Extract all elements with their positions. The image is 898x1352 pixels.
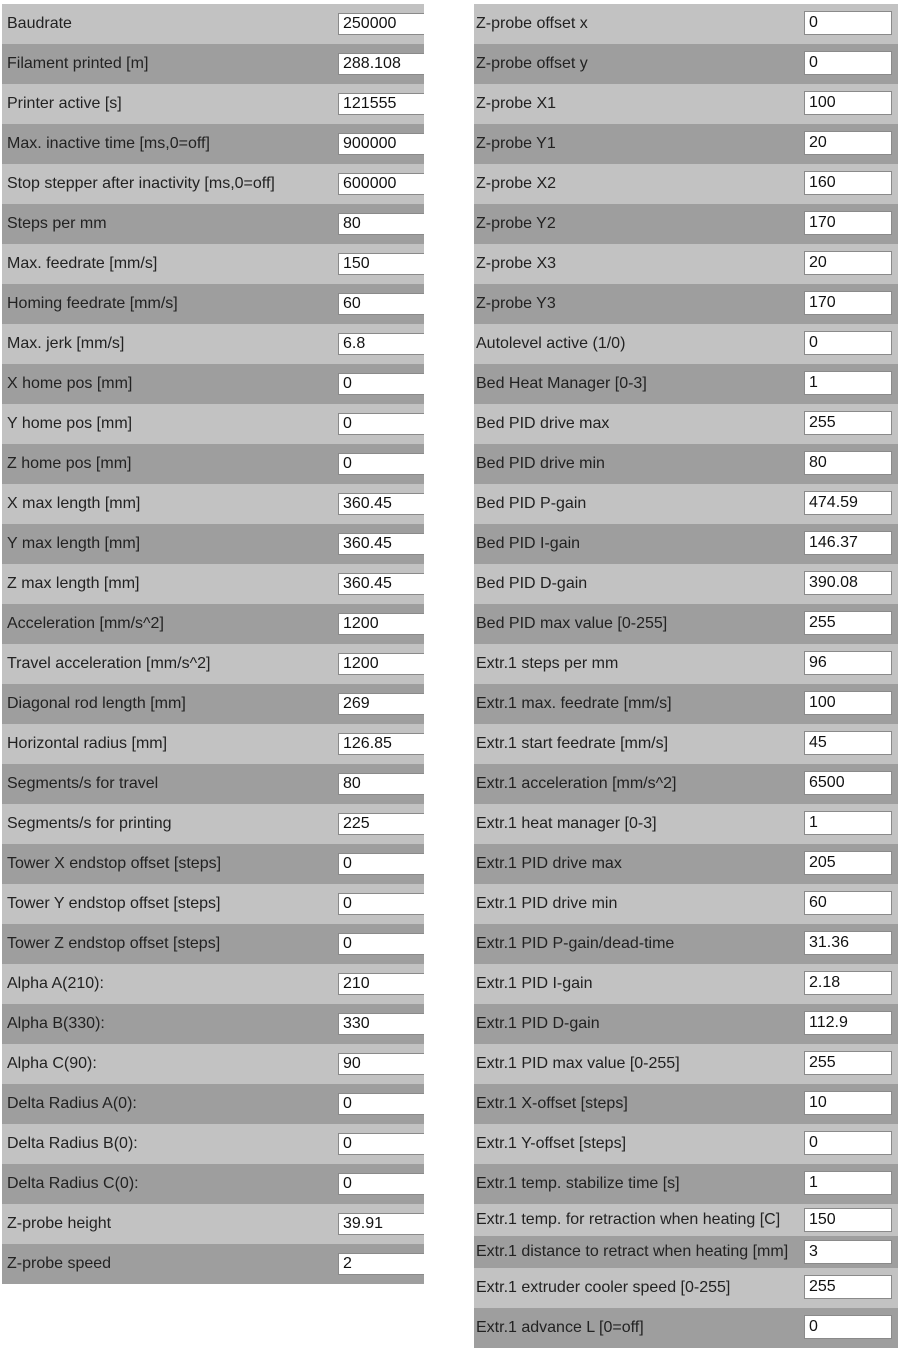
setting-label: Bed PID D-gain: [476, 575, 588, 592]
setting-row-stop-stepper-after-inactivity-ms-0-off: [2, 164, 424, 204]
setting-value-input[interactable]: [338, 1053, 424, 1075]
setting-value-input[interactable]: [804, 91, 892, 115]
setting-label: Extr.1 temp. for retraction when heating [C]: [476, 1211, 781, 1228]
setting-row-extr-1-y-offset-steps: [474, 1124, 898, 1164]
setting-label: X max length [mm]: [7, 495, 141, 512]
setting-label: Filament printed [m]: [7, 55, 149, 72]
setting-label: Extr.1 temp. stabilize time [s]: [476, 1175, 680, 1192]
setting-row-y-home-pos-mm: [2, 404, 424, 444]
setting-label: Tower X endstop offset [steps]: [7, 855, 222, 872]
setting-row-z-probe-x3: [474, 244, 898, 284]
setting-value-input[interactable]: [804, 1131, 892, 1155]
setting-label: Extr.1 PID drive max: [476, 855, 622, 872]
setting-row-alpha-c-90: [2, 1044, 424, 1084]
setting-row-max-jerk-mm-s: [2, 324, 424, 364]
setting-row-bed-pid-drive-max: [474, 404, 898, 444]
setting-row-acceleration-mm-s-2: [2, 604, 424, 644]
setting-value-input[interactable]: [804, 571, 892, 595]
setting-label: Extr.1 distance to retract when heating [mm]: [476, 1243, 789, 1260]
setting-row-z-probe-y1: [474, 124, 898, 164]
setting-label: Extr.1 PID drive min: [476, 895, 618, 912]
setting-value-input[interactable]: [804, 651, 892, 675]
setting-label: Z-probe Y2: [476, 215, 556, 232]
setting-value-input[interactable]: [338, 93, 424, 115]
setting-label: Extr.1 Y-offset [steps]: [476, 1135, 627, 1152]
setting-value-input[interactable]: [338, 733, 424, 755]
setting-value-input[interactable]: [338, 453, 424, 475]
setting-row-extr-1-x-offset-steps: [474, 1084, 898, 1124]
setting-label: Extr.1 steps per mm: [476, 655, 619, 672]
setting-value-input[interactable]: [804, 1240, 892, 1264]
setting-value-input[interactable]: [338, 133, 424, 155]
setting-row-extr-1-pid-p-gain-dead-time: [474, 924, 898, 964]
setting-row-extr-1-steps-per-mm: [474, 644, 898, 684]
setting-label: Extr.1 PID D-gain: [476, 1015, 600, 1032]
setting-row-extr-1-acceleration-mm-s-2: [474, 764, 898, 804]
setting-value-input[interactable]: [804, 611, 892, 635]
setting-label: Steps per mm: [7, 215, 107, 232]
setting-row-bed-pid-drive-min: [474, 444, 898, 484]
setting-row-extr-1-pid-drive-max: [474, 844, 898, 884]
setting-row-extr-1-pid-d-gain: [474, 1004, 898, 1044]
setting-row-extr-1-extruder-cooler-speed-0-255: [474, 1268, 898, 1308]
setting-value-input[interactable]: [338, 1133, 424, 1155]
setting-value-input[interactable]: [338, 253, 424, 275]
setting-row-baudrate: [2, 4, 424, 44]
setting-row-extr-1-pid-max-value-0-255: [474, 1044, 898, 1084]
setting-row-z-home-pos-mm: [2, 444, 424, 484]
setting-label: Y home pos [mm]: [7, 415, 133, 432]
setting-label: Extr.1 extruder cooler speed [0-255]: [476, 1279, 731, 1296]
setting-row-z-probe-y2: [474, 204, 898, 244]
setting-label: Max. jerk [mm/s]: [7, 335, 125, 352]
setting-label: Extr.1 PID max value [0-255]: [476, 1055, 680, 1072]
setting-row-extr-1-pid-i-gain: [474, 964, 898, 1004]
setting-row-tower-x-endstop-offset-steps: [2, 844, 424, 884]
setting-value-input[interactable]: [804, 1091, 892, 1115]
setting-value-input[interactable]: [338, 853, 424, 875]
setting-row-delta-radius-b-0: [2, 1124, 424, 1164]
setting-value-input[interactable]: [804, 851, 892, 875]
setting-label: Z-probe X1: [476, 95, 557, 112]
setting-value-input[interactable]: [804, 331, 892, 355]
setting-row-extr-1-temp-stabilize-time-s: [474, 1164, 898, 1204]
setting-row-z-max-length-mm: [2, 564, 424, 604]
setting-label: Extr.1 acceleration [mm/s^2]: [476, 775, 677, 792]
setting-value-input[interactable]: [804, 931, 892, 955]
setting-row-alpha-a-210: [2, 964, 424, 1004]
setting-value-input[interactable]: [338, 653, 424, 675]
setting-label: Z-probe speed: [7, 1255, 112, 1272]
setting-label: Z-probe height: [7, 1215, 112, 1232]
setting-row-extr-1-heat-manager-0-3: [474, 804, 898, 844]
setting-row-z-probe-y3: [474, 284, 898, 324]
setting-label: Segments/s for printing: [7, 815, 172, 832]
setting-row-tower-y-endstop-offset-steps: [2, 884, 424, 924]
setting-row-bed-pid-p-gain: [474, 484, 898, 524]
setting-value-input[interactable]: [804, 411, 892, 435]
setting-row-extr-1-pid-drive-min: [474, 884, 898, 924]
setting-value-input[interactable]: [804, 491, 892, 515]
setting-label: Bed Heat Manager [0-3]: [476, 375, 647, 392]
setting-value-input[interactable]: [804, 1315, 892, 1339]
setting-value-input[interactable]: [804, 531, 892, 555]
setting-label: Acceleration [mm/s^2]: [7, 615, 164, 632]
setting-label: Delta Radius C(0):: [7, 1175, 139, 1192]
setting-label: Extr.1 advance L [0=off]: [476, 1319, 644, 1336]
setting-label: Homing feedrate [mm/s]: [7, 295, 178, 312]
setting-label: Tower Y endstop offset [steps]: [7, 895, 221, 912]
setting-row-homing-feedrate-mm-s: [2, 284, 424, 324]
setting-label: Tower Z endstop offset [steps]: [7, 935, 221, 952]
setting-row-travel-acceleration-mm-s-2: [2, 644, 424, 684]
setting-value-input[interactable]: [804, 291, 892, 315]
setting-value-input[interactable]: [338, 1253, 424, 1275]
setting-value-input[interactable]: [338, 1213, 424, 1235]
setting-label: Travel acceleration [mm/s^2]: [7, 655, 211, 672]
setting-row-delta-radius-a-0: [2, 1084, 424, 1124]
setting-label: Z-probe X2: [476, 175, 557, 192]
setting-label: Max. inactive time [ms,0=off]: [7, 135, 210, 152]
setting-label: Horizontal radius [mm]: [7, 735, 168, 752]
setting-row-extr-1-distance-to-retract-when-heating-mm: [474, 1236, 898, 1268]
setting-row-y-max-length-mm: [2, 524, 424, 564]
setting-label: Z home pos [mm]: [7, 455, 132, 472]
setting-row-autolevel-active-1-0: [474, 324, 898, 364]
setting-label: Z-probe offset y: [476, 55, 588, 72]
setting-value-input[interactable]: [804, 211, 892, 235]
setting-label: Delta Radius A(0):: [7, 1095, 137, 1112]
setting-label: Autolevel active (1/0): [476, 335, 626, 352]
setting-value-input[interactable]: [338, 173, 424, 195]
settings-column-right: [474, 4, 898, 1348]
setting-value-input[interactable]: [804, 891, 892, 915]
setting-value-input[interactable]: [338, 53, 424, 75]
setting-label: Baudrate: [7, 15, 72, 32]
setting-label: Delta Radius B(0):: [7, 1135, 138, 1152]
setting-label: Extr.1 PID I-gain: [476, 975, 593, 992]
setting-label: Printer active [s]: [7, 95, 122, 112]
setting-row-segments-s-for-travel: [2, 764, 424, 804]
setting-row-z-probe-speed: [2, 1244, 424, 1284]
setting-value-input[interactable]: [804, 11, 892, 35]
setting-value-input[interactable]: [338, 813, 424, 835]
setting-value-input[interactable]: [338, 333, 424, 355]
setting-row-filament-printed-m: [2, 44, 424, 84]
setting-label: Alpha A(210):: [7, 975, 104, 992]
setting-value-input[interactable]: [338, 1173, 424, 1195]
setting-label: Bed PID P-gain: [476, 495, 587, 512]
setting-value-input[interactable]: [804, 1171, 892, 1195]
setting-row-steps-per-mm: [2, 204, 424, 244]
setting-row-alpha-b-330: [2, 1004, 424, 1044]
setting-label: Extr.1 max. feedrate [mm/s]: [476, 695, 672, 712]
setting-row-diagonal-rod-length-mm: [2, 684, 424, 724]
setting-label: Bed PID I-gain: [476, 535, 581, 552]
setting-label: Alpha B(330):: [7, 1015, 105, 1032]
setting-label: Extr.1 start feedrate [mm/s]: [476, 735, 669, 752]
setting-value-input[interactable]: [338, 413, 424, 435]
setting-row-printer-active-s: [2, 84, 424, 124]
setting-row-segments-s-for-printing: [2, 804, 424, 844]
setting-value-input[interactable]: [338, 573, 424, 595]
setting-value-input[interactable]: [804, 1051, 892, 1075]
setting-value-input[interactable]: [338, 893, 424, 915]
setting-value-input[interactable]: [804, 1275, 892, 1299]
setting-label: Bed PID max value [0-255]: [476, 615, 668, 632]
setting-row-extr-1-max-feedrate-mm-s: [474, 684, 898, 724]
setting-row-extr-1-start-feedrate-mm-s: [474, 724, 898, 764]
setting-value-input[interactable]: [338, 213, 424, 235]
setting-label: Stop stepper after inactivity [ms,0=off]: [7, 175, 275, 192]
setting-row-extr-1-advance-l-0-off: [474, 1308, 898, 1348]
setting-row-bed-heat-manager-0-3: [474, 364, 898, 404]
setting-value-input[interactable]: [338, 293, 424, 315]
setting-label: Max. feedrate [mm/s]: [7, 255, 158, 272]
setting-label: Z-probe Y1: [476, 135, 556, 152]
setting-row-z-probe-offset-x: [474, 4, 898, 44]
setting-row-z-probe-x1: [474, 84, 898, 124]
setting-row-z-probe-x2: [474, 164, 898, 204]
setting-label: Bed PID drive max: [476, 415, 610, 432]
setting-row-x-max-length-mm: [2, 484, 424, 524]
setting-value-input[interactable]: [338, 973, 424, 995]
setting-value-input[interactable]: [338, 373, 424, 395]
setting-row-bed-pid-max-value-0-255: [474, 604, 898, 644]
setting-row-horizontal-radius-mm: [2, 724, 424, 764]
setting-label: Extr.1 X-offset [steps]: [476, 1095, 628, 1112]
setting-label: Z-probe X3: [476, 255, 557, 272]
setting-value-input[interactable]: [804, 811, 892, 835]
setting-value-input[interactable]: [804, 251, 892, 275]
setting-value-input[interactable]: [804, 131, 892, 155]
setting-row-z-probe-offset-y: [474, 44, 898, 84]
setting-value-input[interactable]: [804, 771, 892, 795]
setting-value-input[interactable]: [804, 971, 892, 995]
setting-label: X home pos [mm]: [7, 375, 133, 392]
setting-label: Z-probe Y3: [476, 295, 556, 312]
setting-label: Bed PID drive min: [476, 455, 605, 472]
setting-value-input[interactable]: [804, 731, 892, 755]
setting-value-input[interactable]: [338, 1013, 424, 1035]
setting-value-input[interactable]: [338, 493, 424, 515]
setting-label: Segments/s for travel: [7, 775, 159, 792]
setting-value-input[interactable]: [338, 933, 424, 955]
setting-value-input[interactable]: [338, 693, 424, 715]
setting-value-input[interactable]: [338, 533, 424, 555]
setting-label: Z-probe offset x: [476, 15, 588, 32]
setting-row-delta-radius-c-0: [2, 1164, 424, 1204]
setting-row-extr-1-temp-for-retraction-when-heating-c: [474, 1204, 898, 1236]
setting-label: Extr.1 PID P-gain/dead-time: [476, 935, 675, 952]
setting-value-input[interactable]: [804, 451, 892, 475]
setting-label: Alpha C(90):: [7, 1055, 97, 1072]
setting-label: Diagonal rod length [mm]: [7, 695, 186, 712]
setting-value-input[interactable]: [804, 371, 892, 395]
setting-value-input[interactable]: [804, 1208, 892, 1232]
setting-value-input[interactable]: [338, 773, 424, 795]
setting-label: Z max length [mm]: [7, 575, 140, 592]
setting-value-input[interactable]: [804, 1011, 892, 1035]
setting-row-z-probe-height: [2, 1204, 424, 1244]
setting-value-input[interactable]: [804, 171, 892, 195]
setting-label: Y max length [mm]: [7, 535, 141, 552]
setting-row-tower-z-endstop-offset-steps: [2, 924, 424, 964]
setting-value-input[interactable]: [338, 1093, 424, 1115]
setting-row-max-feedrate-mm-s: [2, 244, 424, 284]
setting-value-input[interactable]: [338, 613, 424, 635]
setting-row-bed-pid-i-gain: [474, 524, 898, 564]
setting-row-bed-pid-d-gain: [474, 564, 898, 604]
setting-value-input[interactable]: [804, 691, 892, 715]
setting-row-max-inactive-time-ms-0-off: [2, 124, 424, 164]
setting-label: Extr.1 heat manager [0-3]: [476, 815, 657, 832]
settings-column-left: [2, 4, 424, 1284]
setting-value-input[interactable]: [338, 13, 424, 35]
setting-row-x-home-pos-mm: [2, 364, 424, 404]
setting-value-input[interactable]: [804, 51, 892, 75]
